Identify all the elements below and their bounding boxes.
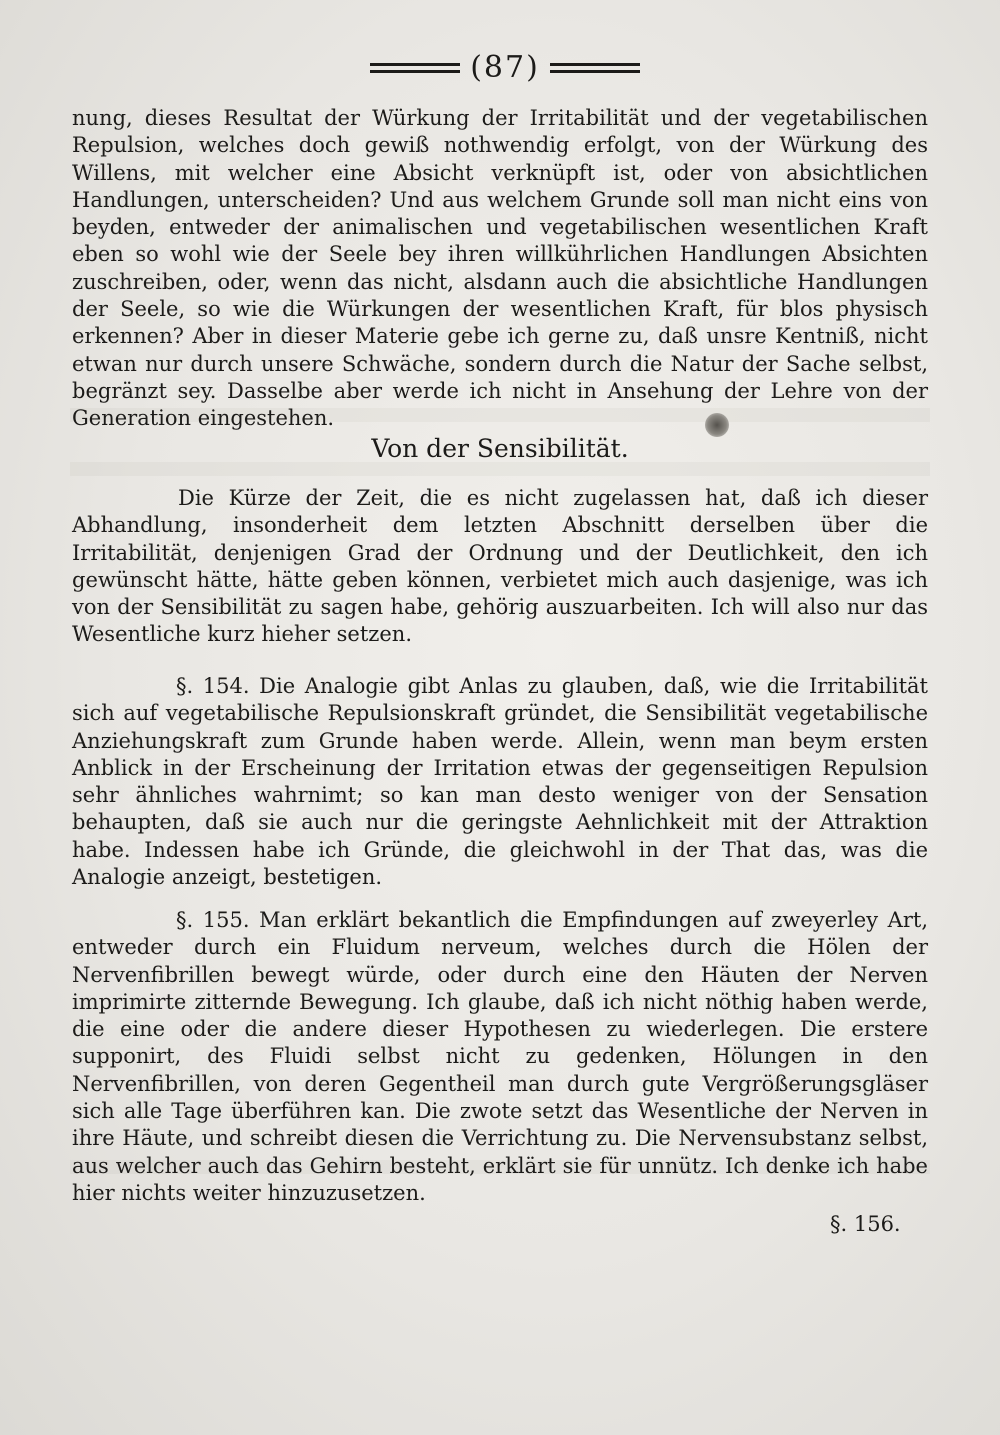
header-rule-left [370,63,460,73]
page-header [0,50,1000,90]
header-rule-right [550,63,640,73]
section-title: Von der Sensibilität. [371,434,629,463]
intro-paragraph: Die Kürze der Zeit, die es nicht zugelassen hat, daß ich dieser Abhandlung, insonderheit dem letzten Abschnitt derselben über die Irritabilität, denjenigen Grad der Ordnung und der Deutlichkeit, den ich gewünscht hätte, hätte geben können, verbietet mich auch dasjenige, was ich von der Sensibilität zu sagen habe, gehörig auszuarbeiten. Ich will also nur das Wesentliche kurz hieher setzen. [72,486,928,647]
paragraph-section-154: §. 154. Die Analogie gibt Anlas zu glauben, daß, wie die Irritabilität sich auf vegetabilische Repulsionskraft gründet, die Sensibilität vegetabilische Anziehungskraft zum Grunde haben werde. Allein, wenn man beym ersten Anblick in der Erscheinung der Irritation etwas der gegenseitigen Repulsion sehr ähnliches wahrnimt; so kan man desto weniger von der Sensation behaupten, daß sie auch nur die geringste Aehnlichkeit mit der Attraktion habe. Indessen habe ich Gründe, die gleichwohl in der That das, was die Analogie anzeigt, bestetigen. [72,674,928,890]
continuation-paragraph: nung, dieses Resultat der Würkung der Irritabilität und der vegetabilischen Repulsion, welches doch gewiß nothwendig erfolgt, von der Würkung des Willens, mit welcher eine Absicht verknüpft ist, oder von absichtlichen Handlungen, unterscheiden? Und aus welchem Grunde soll man nicht eins von beyden, entweder der animalischen und vegetabilischen wesentlichen Kraft eben so wohl wie der Seele bey ihren willkührlichen Handlungen Absichten zuschreiben, oder, wenn das nicht, alsdann auch die absichtliche Handlungen der Seele, so wie die Würkungen der wesentlichen Kraft, für blos physisch erkennen? Aber in dieser Materie gebe ich gerne zu, daß unsre Kentniß, nicht etwan nur durch unsere Schwäche, sondern durch die Natur der Sache selbst, begränzt sey. Dasselbe aber werde ich nicht in Ansehung der Lehre von der Generation eingestehen. [72,106,928,431]
paragraph-section-155: §. 155. Man erklärt bekantlich die Empfindungen auf zweyerley Art, entweder durch ein Fluidum nerveum, welches durch die Hölen der Nervenfibrillen bewegt würde, oder durch eine den Häuten der Nerven imprimirte zitternde Bewegung. Ich glaube, daß ich nicht nöthig haben werde, die eine oder die andere dieser Hypothesen zu wiederlegen. Die erstere supponirt, des Fluidi selbst nicht zu gedenken, Hölungen in den Nervenfibrillen, von deren Gegentheil man durch gute Vergrößerungsgläser sich alle Tage überführen kan. Die zwote setzt das Wesentliche der Nerven in ihre Häute, und schreibt diesen die Verrichtung zu. Die Nervensubstanz selbst, aus welcher auch das Gehirn besteht, erklärt sie für unnütz. Ich denke ich habe hier nichts weiter hinzuzusetzen. [72,908,928,1205]
page-number: (87) [470,50,540,85]
catchword: §. 156. [830,1212,901,1236]
